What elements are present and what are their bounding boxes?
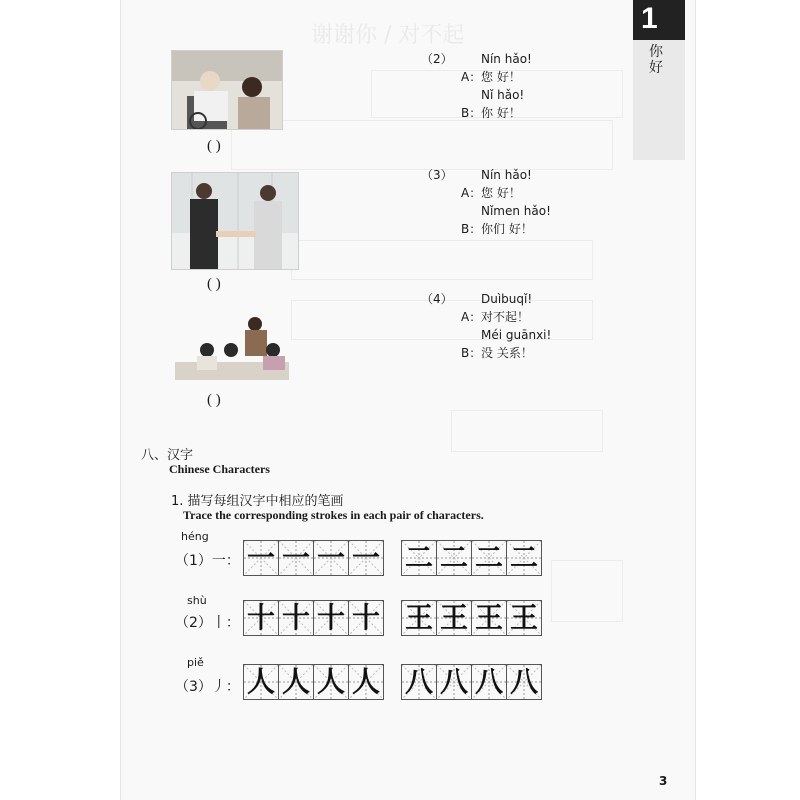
trace-cell[interactable]: 一 — [244, 541, 279, 575]
dialogue-line: Méi guānxi! — [481, 328, 552, 342]
trace-group-right — [401, 600, 542, 636]
trace-cell[interactable]: 一 — [349, 541, 383, 575]
textbook-page — [120, 0, 696, 800]
stroke-row-pie — [121, 656, 695, 716]
trace-cell[interactable]: 二 — [472, 541, 507, 575]
dialogue-3 — [421, 166, 621, 246]
dialogue-line: Nǐ hǎo! — [481, 88, 525, 102]
dialogue-number: （2） — [421, 52, 453, 66]
dialogue-line: Nǐmen hǎo! — [481, 204, 551, 218]
dialogue-line: A：您 好！ — [461, 70, 521, 84]
trace-cell[interactable]: 二 — [507, 541, 541, 575]
trace-cell[interactable]: 一 — [279, 541, 314, 575]
photo-family-table — [173, 316, 291, 384]
trace-cell[interactable]: 王 — [507, 601, 541, 635]
bleed-through-grid — [291, 240, 593, 280]
stroke-row-heng — [121, 530, 695, 590]
trace-cell[interactable]: 王 — [472, 601, 507, 635]
stroke-label: （2）丨： — [175, 615, 240, 631]
trace-cell[interactable]: 十 — [279, 601, 314, 635]
page-number: 3 — [659, 774, 668, 788]
trace-group-left — [243, 664, 384, 700]
stroke-pinyin: héng — [181, 530, 209, 543]
dialogue-number: （4） — [421, 292, 453, 306]
section-subtitle: Chinese Characters — [169, 462, 270, 476]
trace-cell[interactable]: 人 — [244, 665, 279, 699]
dialogue-2 — [421, 50, 621, 130]
trace-cell[interactable]: 一 — [314, 541, 349, 575]
dialogue-line: Nín hǎo! — [481, 168, 532, 182]
trace-cell[interactable]: 人 — [314, 665, 349, 699]
trace-group-left — [243, 600, 384, 636]
trace-cell[interactable]: 八 — [402, 665, 437, 699]
chapter-title-char: 你 — [649, 44, 663, 60]
trace-cell[interactable]: 人 — [279, 665, 314, 699]
bleed-through-grid — [451, 410, 603, 452]
trace-cell[interactable]: 王 — [437, 601, 472, 635]
answer-blank: ( ) — [207, 138, 221, 154]
stroke-row-shu — [121, 594, 695, 654]
trace-cell[interactable]: 王 — [402, 601, 437, 635]
trace-cell[interactable]: 十 — [244, 601, 279, 635]
answer-blank: ( ) — [207, 276, 221, 292]
photo-illustration — [172, 51, 282, 129]
dialogue-line: Nín hǎo! — [481, 52, 532, 66]
dialogue-line: A：您 好！ — [461, 186, 521, 200]
dialogue-line: Duìbuqǐ! — [481, 292, 533, 306]
trace-cell[interactable]: 十 — [349, 601, 383, 635]
stroke-label: （1）一： — [175, 553, 240, 569]
dialogue-4 — [421, 290, 621, 370]
trace-cell[interactable]: 八 — [472, 665, 507, 699]
dialogue-line: A：对不起！ — [461, 310, 530, 324]
trace-cell[interactable]: 八 — [437, 665, 472, 699]
photo-illustration — [173, 316, 291, 384]
chapter-number: 1 — [641, 2, 658, 35]
photo-handshake — [171, 172, 299, 270]
trace-cell[interactable]: 八 — [507, 665, 541, 699]
exercise-title: 1. 描写每组汉字中相应的笔画 — [171, 494, 344, 509]
trace-cell[interactable]: 二 — [402, 541, 437, 575]
dialogue-line: B：你 好！ — [461, 106, 521, 120]
chapter-number-box — [633, 0, 685, 40]
trace-cell[interactable]: 十 — [314, 601, 349, 635]
answer-blank: ( ) — [207, 392, 221, 408]
photo-illustration — [172, 173, 298, 269]
chapter-title-strip — [633, 40, 685, 160]
exercise-subtitle: Trace the corresponding strokes in each pair of characters. — [183, 508, 484, 522]
dialogue-line: B：没 关系！ — [461, 346, 533, 360]
trace-group-left — [243, 540, 384, 576]
stroke-pinyin: shù — [187, 594, 207, 607]
dialogue-line: B：你们 好！ — [461, 222, 533, 236]
stroke-pinyin: piě — [187, 656, 204, 669]
photo-elder-and-woman — [171, 50, 283, 130]
trace-group-right — [401, 664, 542, 700]
dialogue-number: （3） — [421, 168, 453, 182]
section-title: 八、汉字 — [141, 448, 194, 463]
chapter-tab — [633, 0, 695, 160]
stroke-label: （3）丿： — [175, 679, 240, 695]
trace-cell[interactable]: 二 — [437, 541, 472, 575]
chapter-title-char: 好 — [649, 60, 663, 76]
bleed-through-text: 谢谢你 / 对不起 — [311, 23, 465, 48]
trace-group-right — [401, 540, 542, 576]
trace-cell[interactable]: 人 — [349, 665, 383, 699]
